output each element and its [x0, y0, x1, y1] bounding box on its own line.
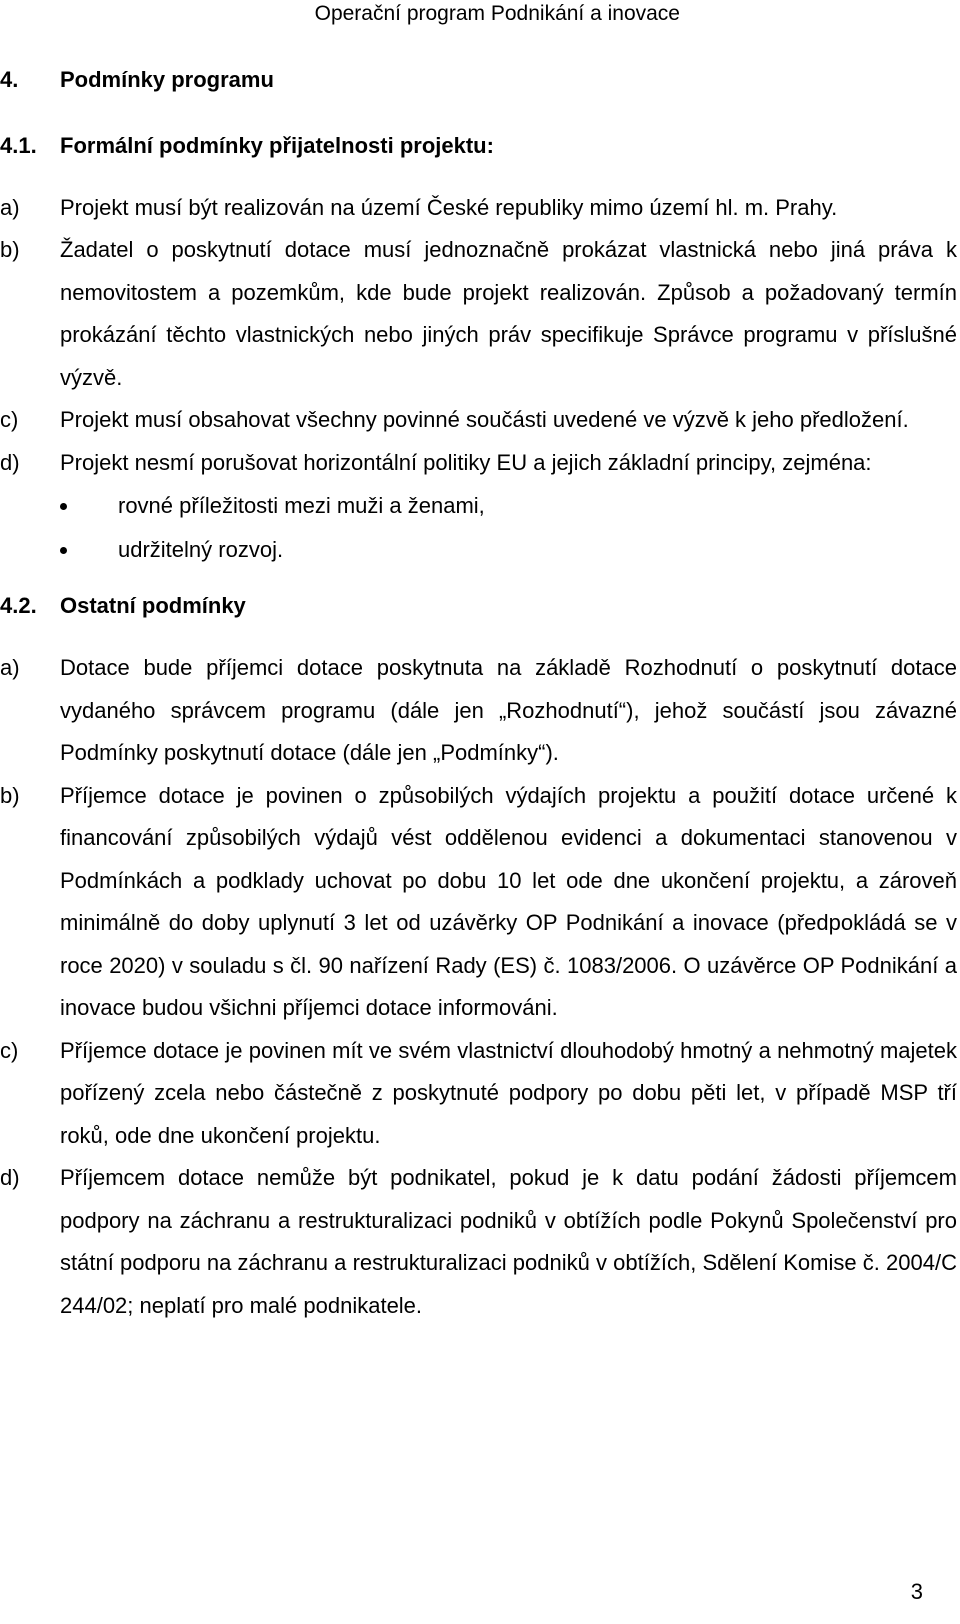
- list-item: [0, 647, 957, 775]
- list-item: [0, 229, 957, 399]
- list-item: [0, 1030, 957, 1158]
- list-item-text: Žadatel o poskytnutí dotace musí jednoznačně prokázat vlastnická nebo jiná práva k nemovitostem a pozemkům, kde bude projekt realizován. Způsob a požadovaný termín prokázání těchto vlastnických nebo jiných práv specifikuje Správce programu v příslušné výzvě.: [60, 237, 957, 390]
- bullet-list: [0, 484, 960, 572]
- bullet-item: [0, 528, 960, 572]
- bullet-text: udržitelný rozvoj.: [118, 537, 284, 562]
- list-marker: d): [0, 449, 20, 475]
- list-item-text: Projekt musí obsahovat všechny povinné součásti uvedené ve výzvě k jeho předložení.: [60, 407, 909, 432]
- section-heading-4-2: [0, 592, 960, 620]
- list-item-text: Příjemcem dotace nemůže být podnikatel, pokud je k datu podání žádosti příjemcem podpory na záchranu a restrukturalizaci podniků v obtížích podle Pokynů Společenství pro státní podporu na záchranu a restrukturalizaci podniků v obtížích, Sdělení Komise č. 2004/C 244/02; neplatí pro malé podnikatele.: [60, 1165, 957, 1318]
- bullet-dot-icon: [60, 503, 67, 510]
- list-marker: c): [0, 1037, 19, 1063]
- section-number: 4.2.: [0, 593, 37, 618]
- document-body: [0, 66, 960, 1327]
- section-heading-4: [0, 66, 960, 94]
- page-number: 3: [910, 1579, 923, 1604]
- list-item-text: Projekt nesmí porušovat horizontální politiky EU a jejich základní principy, zejména:: [60, 449, 872, 475]
- list-item-text: Dotace bude příjemci dotace poskytnuta na základě Rozhodnutí o poskytnutí dotace vydaného správcem programu (dále jen „Rozhodnutí“), jehož součástí jsou závazné Podmínky poskytnutí dotace (dále jen „Podmínky“).: [60, 655, 957, 765]
- list-marker: a): [0, 195, 20, 220]
- list-marker: b): [0, 782, 20, 808]
- list-item: [0, 399, 957, 442]
- list-item-text: Projekt musí být realizován na území České republiky mimo území hl. m. Prahy.: [60, 195, 838, 220]
- bullet-item: [0, 484, 960, 528]
- list-item: [0, 775, 957, 1030]
- section-title: Podmínky programu: [60, 67, 274, 92]
- section-number: 4.1.: [0, 133, 37, 158]
- bullet-text: rovné příležitosti mezi muži a ženami,: [118, 493, 485, 518]
- section-title: Formální podmínky přijatelnosti projektu:: [60, 133, 494, 158]
- section-number: 4.: [0, 67, 19, 92]
- list-item-text: Příjemce dotace je povinen o způsobilých výdajích projektu a použití dotace určené k financování způsobilých výdajů vést oddělenou evidenci a dokumentaci stanovenou v Podmínkách a podklady uchovat po dobu 10 let ode dne ukončení projektu, a zároveň minimálně do doby uplynutí 3 let od uzávěrky OP Podnikání a inovace (předpokládá se v roce 2020) v souladu s čl. 90 nařízení Rady (ES) č. 1083/2006. O uzávěrce OP Podnikání a inovace budou všichni příjemci dotace informováni.: [60, 782, 957, 1020]
- list-marker: a): [0, 655, 20, 680]
- list-marker: d): [0, 1165, 20, 1190]
- running-header: Operační program Podnikání a inovace: [314, 2, 680, 25]
- bullet-dot-icon: [60, 547, 67, 554]
- list-marker: b): [0, 237, 20, 262]
- list-item: [0, 1157, 957, 1327]
- section-heading-4-1: [0, 132, 960, 160]
- section-title: Ostatní podmínky: [60, 593, 246, 618]
- list-item-text: Příjemce dotace je povinen mít ve svém vlastnictví dlouhodobý hmotný a nehmotný majetek pořízený zcela nebo částečně z poskytnuté podpory po dobu pěti let, v případě MSP tří roků, ode dne ukončení projektu.: [60, 1037, 957, 1148]
- list-marker: c): [0, 407, 19, 432]
- list-item: [0, 187, 957, 229]
- list-item: [0, 442, 957, 485]
